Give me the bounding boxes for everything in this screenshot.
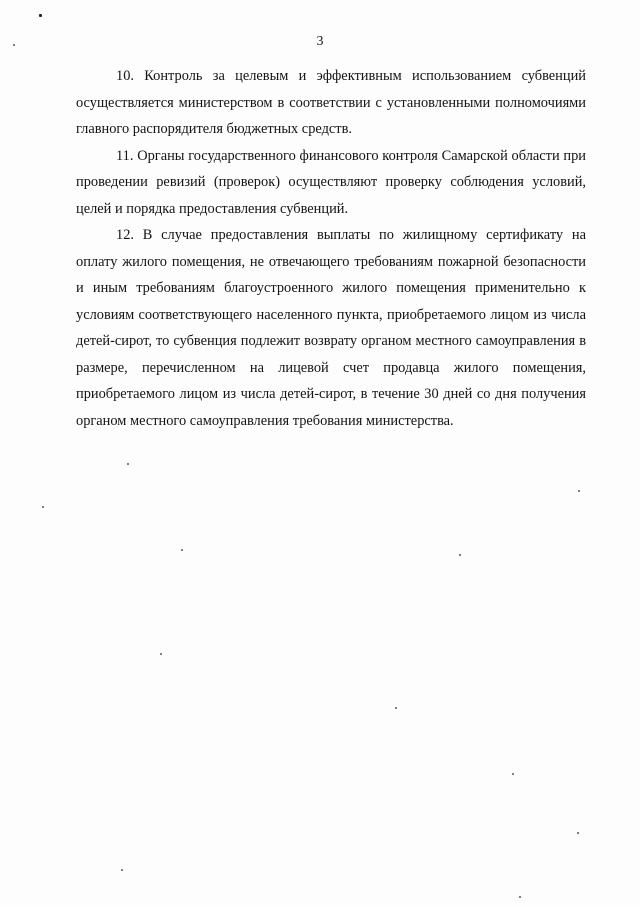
scan-speck	[121, 869, 123, 871]
scan-speck	[13, 44, 15, 46]
scan-speck	[39, 14, 42, 17]
scan-speck	[395, 707, 397, 709]
scan-speck	[459, 554, 461, 556]
paragraph-12: 12. В случае предоставления выплаты по жилищному сертификату на оплату жилого помещения, не отвечающего требованиям пожарной безопасности и иным требованиям благоустроенного жилого помещения применительно к условиям соответствующего населенного пункта, приобретаемого лицом из числа детей-сирот, то субвенция подлежит возврату органом местного самоуправления в размере, перечисленном на лицевой счет продавца жилого помещения, приобретаемого лицом из числа детей-сирот, в течение 30 дней со дня получения органом местного самоуправления требования министерства.	[76, 227, 586, 429]
paragraph-10: 10. Контроль за целевым и эффективным использованием субвенций осуществляется министерством в соответствии с установленными полномочиями главного распорядителя бюджетных средств.	[76, 68, 586, 137]
scan-speck	[160, 653, 162, 655]
scan-speck	[578, 490, 580, 492]
scan-speck	[577, 832, 579, 834]
scan-speck	[512, 773, 514, 775]
scan-speck	[181, 549, 183, 551]
page-number: 3	[316, 34, 324, 49]
paragraph-11: 11. Органы государственного финансового контроля Самарской области при проведении ревизий (проверок) осуществляют проверку соблюдения условий, целей и порядка предоставления субвенций.	[76, 147, 586, 217]
document-body	[76, 63, 586, 434]
scan-speck	[519, 896, 521, 898]
scan-speck	[127, 463, 129, 465]
scan-speck	[42, 506, 44, 508]
